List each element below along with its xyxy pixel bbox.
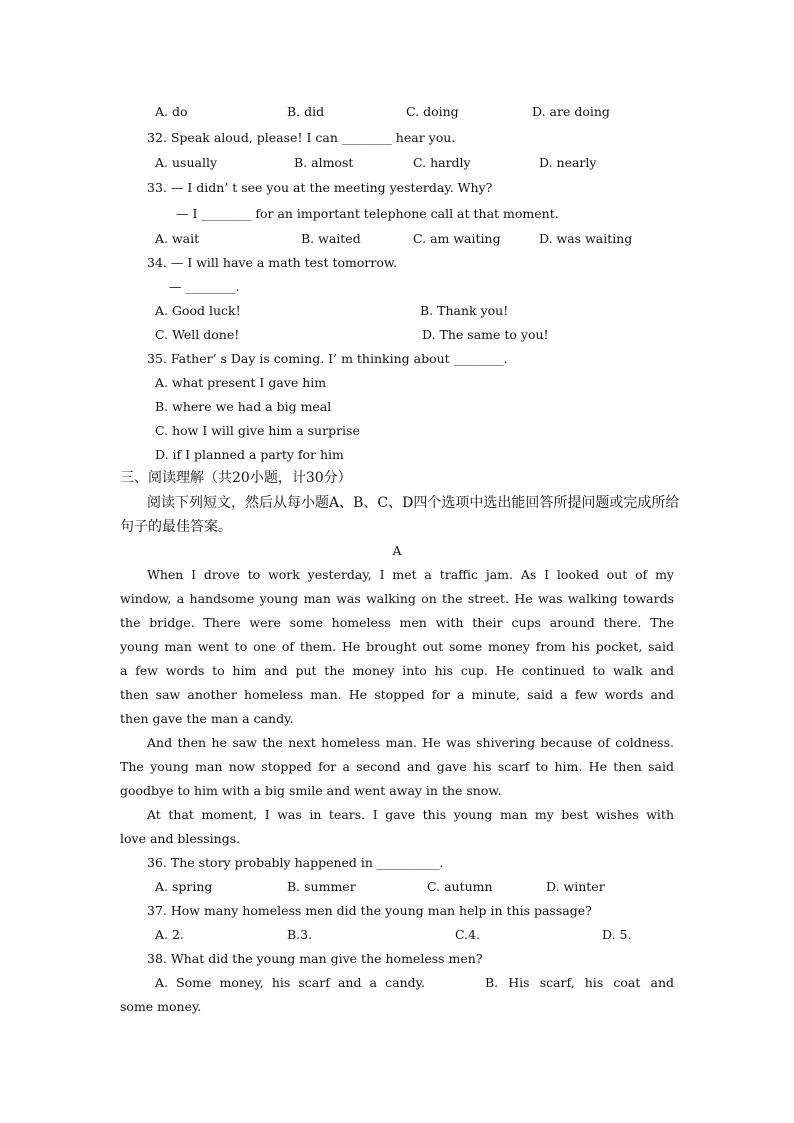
q32-stem: 32. Speak aloud, please! I can ________ hear you. — [147, 130, 456, 145]
q34-option-a: A. Good luck! — [155, 303, 241, 318]
section-instructions-line1: 阅读下列短文，然后从每小题A、B、C、D四个选项中选出能回答所提问题或完成所给 — [147, 495, 680, 511]
q37-stem: 37. How many homeless men did the young man help in this passage? — [147, 903, 592, 918]
section-heading: 三、阅读理解（共20小题，计30分） — [120, 470, 352, 486]
q35-option-a: A. what present I gave him — [155, 375, 327, 390]
q33-option-d: D. was waiting — [539, 231, 633, 246]
q33-option-a: A. wait — [155, 231, 200, 246]
q37-option-a: A. 2. — [155, 927, 184, 942]
q34-stem: 34. — I will have a math test tomorrow. — [147, 255, 398, 270]
q38-option-b-continued: some money. — [120, 999, 202, 1014]
q36-stem: 36. The story probably happened in __________. — [147, 855, 444, 870]
passage-p1-line: the bridge. There were some homeless men with their cups around there. The — [120, 615, 674, 630]
passage-p3-line: love and blessings. — [120, 831, 241, 846]
q31-option-c: C. doing — [406, 104, 459, 119]
q31-option-b: B. did — [287, 104, 325, 119]
q31-option-d: D. are doing — [532, 104, 610, 119]
q36-option-d: D. winter — [546, 879, 605, 894]
passage-label: A — [392, 543, 402, 558]
q35-option-d: D. if I planned a party for him — [155, 447, 344, 462]
q37-option-b: B.3. — [287, 927, 313, 942]
q33-reply: — I ________ for an important telephone call at that moment. — [176, 206, 559, 221]
passage-p1-line: then gave the man a candy. — [120, 711, 294, 726]
passage-p1-line: then saw another homeless man. He stopped for a minute, said a few words and — [120, 687, 674, 702]
q33-option-c: C. am waiting — [413, 231, 501, 246]
q35-stem: 35. Father’ s Day is coming. I’ m thinking about ________. — [147, 351, 508, 366]
passage-p1-line: a few words to him and put the money into his cup. He continued to walk and — [120, 663, 674, 678]
q35-option-b: B. where we had a big meal — [155, 399, 332, 414]
q37-option-d: D. 5. — [602, 927, 632, 942]
q38-option-b: B. His scarf, his coat and — [485, 975, 674, 990]
section-instructions-line2: 句子的最佳答案。 — [120, 519, 232, 535]
q38-stem: 38. What did the young man give the homeless men? — [147, 951, 483, 966]
passage-p1-line: When I drove to work yesterday, I met a traffic jam. As I looked out of my — [147, 567, 674, 582]
q36-option-b: B. summer — [287, 879, 356, 894]
q32-option-c: C. hardly — [413, 155, 471, 170]
q32-option-d: D. nearly — [539, 155, 597, 170]
q33-option-b: B. waited — [301, 231, 361, 246]
q34-option-d: D. The same to you! — [422, 327, 549, 342]
q32-option-b: B. almost — [294, 155, 354, 170]
passage-p2-line: And then he saw the next homeless man. He was shivering because of coldness. — [147, 735, 674, 750]
passage-p3-line: At that moment, I was in tears. I gave this young man my best wishes with — [147, 807, 674, 822]
q34-option-c: C. Well done! — [155, 327, 240, 342]
q32-option-a: A. usually — [155, 155, 217, 170]
q36-option-a: A. spring — [155, 879, 213, 894]
passage-p2-line: goodbye to him with a big smile and went away in the snow. — [120, 783, 502, 798]
q34-reply: — ________. — [169, 279, 240, 294]
q33-stem: 33. — I didn’ t see you at the meeting yesterday. Why? — [147, 180, 493, 195]
q37-option-c: C.4. — [455, 927, 481, 942]
q31-option-a: A. do — [155, 104, 188, 119]
passage-p1-line: window, a handsome young man was walking on the street. He was walking towards — [120, 591, 674, 606]
passage-p2-line: The young man now stopped for a second and gave his scarf to him. He then said — [120, 759, 674, 774]
q38-option-a: A. Some money, his scarf and a candy. — [155, 975, 425, 990]
q36-option-c: C. autumn — [427, 879, 493, 894]
passage-p1-line: young man went to one of them. He brought out some money from his pocket, said — [120, 639, 674, 654]
q34-option-b: B. Thank you! — [420, 303, 509, 318]
q35-option-c: C. how I will give him a surprise — [155, 423, 360, 438]
